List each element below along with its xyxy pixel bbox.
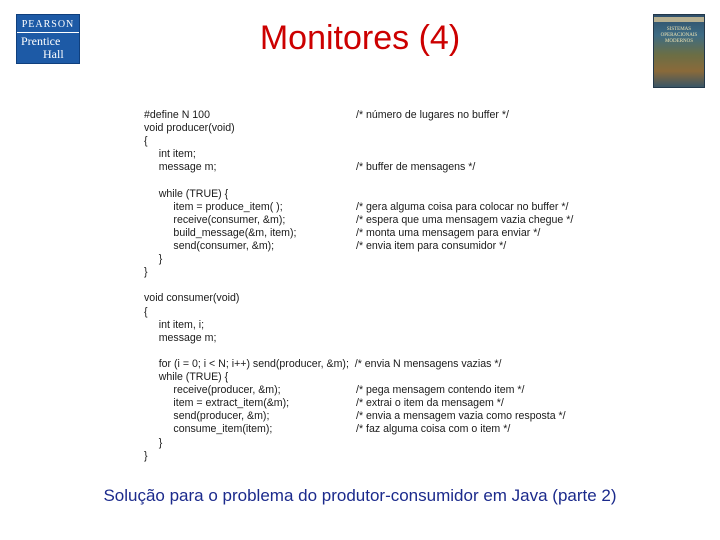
code-comment: /* extrai o item da mensagem */ [356,397,504,409]
code-comment: /* espera que uma mensagem vazia chegue */ [356,214,574,226]
code-line: #define N 100 [144,109,210,121]
code-line: int item; [144,148,196,160]
code-listing [144,109,594,469]
code-line: } [144,437,163,449]
code-comment: /* faz alguma coisa com o item */ [356,423,511,435]
code-line: } [144,266,148,278]
code-comment: /* envia item para consumidor */ [356,240,507,252]
code-line: receive(producer, &m); [144,384,281,396]
code-comment: /* gera alguma coisa para colocar no buffer */ [356,201,569,213]
code-line: void producer(void) [144,122,235,134]
code-line: while (TRUE) { [144,188,229,200]
code-comment: /* monta uma mensagem para enviar */ [356,227,541,239]
book-cover-title [656,27,702,45]
slide-caption: Solução para o problema do produtor-consumidor em Java (parte 2) [103,486,617,505]
logo-line-1: Prentice [21,34,61,48]
code-line: } [144,253,163,265]
code-comment: /* pega mensagem contendo item */ [356,384,525,396]
code-line: message m; [144,332,217,344]
code-line: } [144,450,148,462]
code-line: while (TRUE) { [144,371,229,383]
code-line: consume_item(item); [144,423,273,435]
code-comment: /* buffer de mensagens */ [356,161,476,173]
code-line: item = produce_item( ); [144,201,283,213]
code-line: send(consumer, &m); [144,240,275,252]
book-cover-strip [654,17,704,22]
logo-brand: PEARSON [17,18,79,33]
code-line: build_message(&m, item); [144,227,297,239]
slide-title: Monitores (4) [259,19,461,57]
code-line: { [144,306,148,318]
code-line: void consumer(void) [144,292,240,304]
code-line: { [144,135,148,147]
book-cover-title-line: MODERNOS [664,39,694,44]
code-line: send(producer, &m); [144,410,270,422]
logo-line-2: Hall [43,47,64,61]
code-line: item = extract_item(&m); [144,397,290,409]
book-cover-title-line: OPERACIONAIS [660,33,698,38]
code-line: receive(consumer, &m); [144,214,286,226]
publisher-logo [16,14,80,64]
code-line: for (i = 0; i < N; i++) send(producer, &m); /* envia N mensagens vazias */ [144,358,502,370]
code-comment: /* envia a mensagem vazia como resposta */ [356,410,566,422]
book-cover-image [653,14,705,88]
code-line: int item, i; [144,319,205,331]
code-line: message m; [144,161,217,173]
code-comment: /* número de lugares no buffer */ [356,109,509,121]
book-cover-title-line: SISTEMAS [666,27,692,32]
